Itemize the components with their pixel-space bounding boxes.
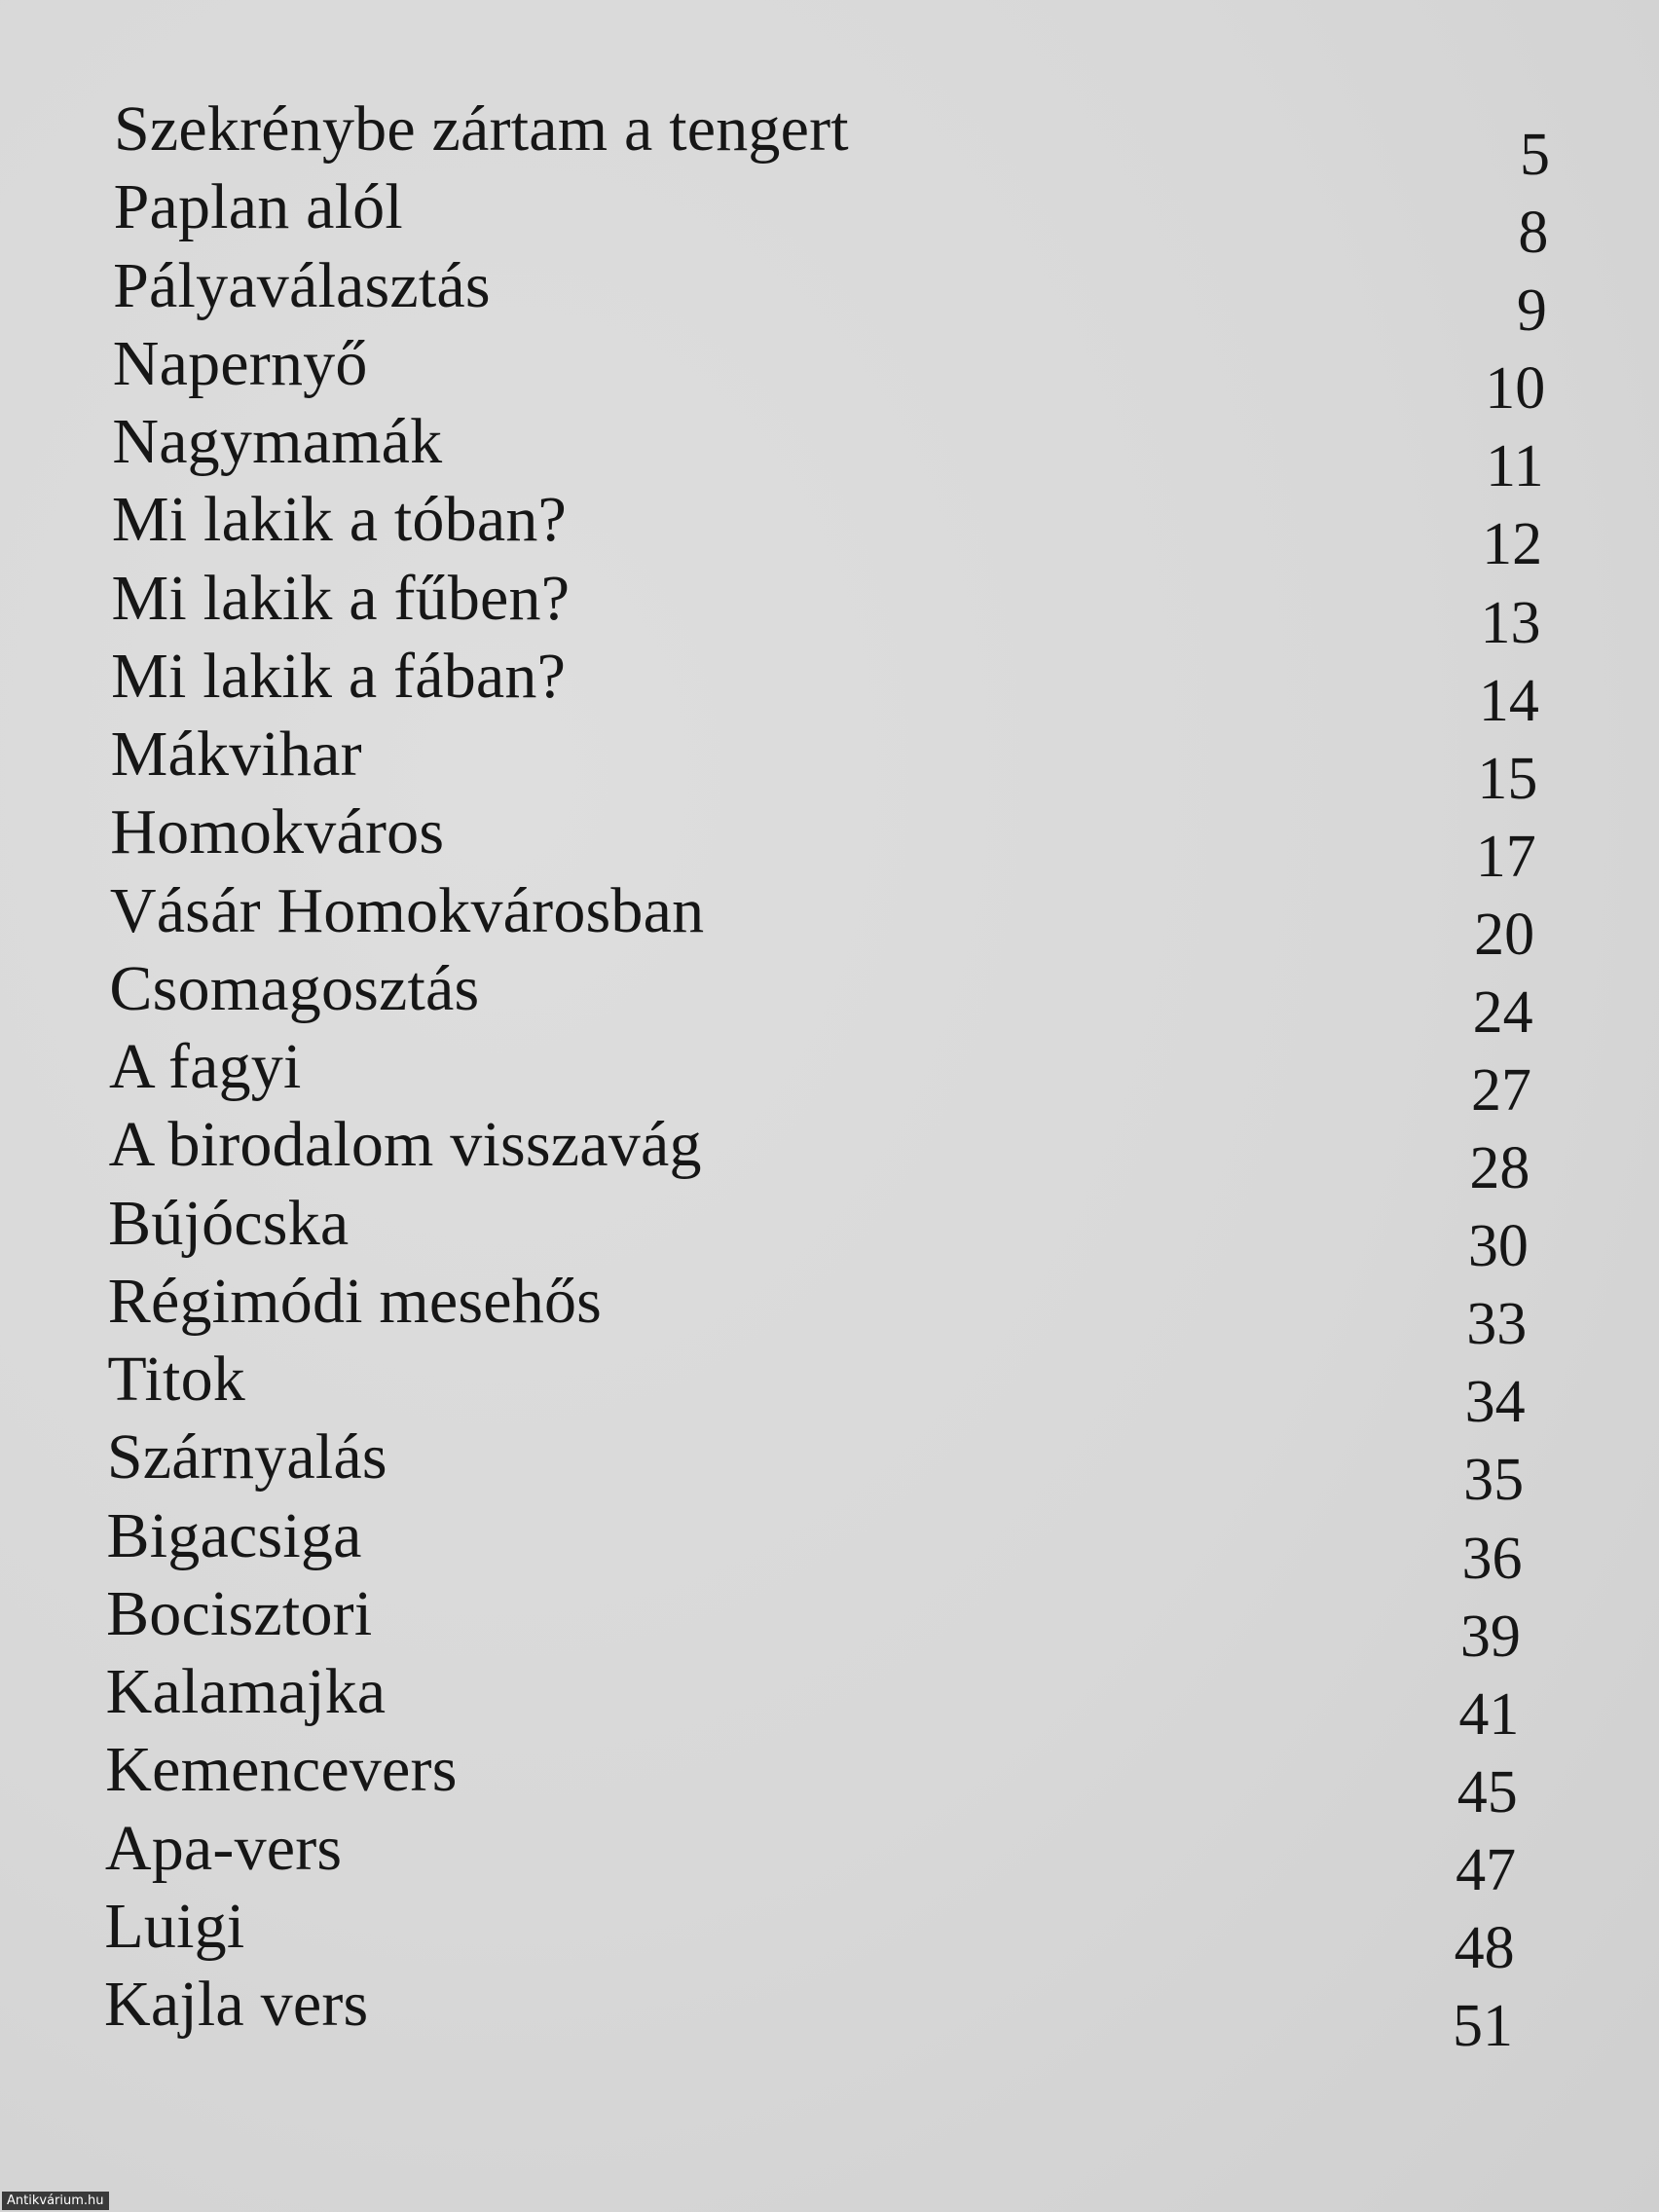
toc-entry-page-number: 9 xyxy=(1516,277,1547,345)
toc-entry xyxy=(104,1969,1513,2059)
toc-entry-page-number: 14 xyxy=(1478,667,1539,734)
toc-entry xyxy=(104,1890,1515,1981)
toc-entry-page-number: 10 xyxy=(1485,355,1546,423)
toc-entry-title: Vásár Homokvárosban xyxy=(109,874,705,946)
toc-entry-page-number: 24 xyxy=(1472,978,1533,1046)
toc-entry xyxy=(106,1421,1525,1514)
toc-entry-title: Apa-vers xyxy=(104,1812,343,1884)
toc-entry-title: Nagymamák xyxy=(112,406,443,477)
toc-entry xyxy=(108,1109,1530,1202)
toc-entry-title: Bigacsiga xyxy=(106,1499,362,1571)
toc-entry-title: Pályaválasztás xyxy=(113,249,491,321)
toc-entry-page-number: 48 xyxy=(1454,1914,1515,1981)
toc-entry-page-number: 35 xyxy=(1463,1447,1525,1514)
toc-entry-page-number: 5 xyxy=(1520,122,1550,188)
toc-entry-title: Bújócska xyxy=(108,1187,350,1259)
toc-entry xyxy=(111,484,1543,578)
toc-entry xyxy=(113,171,1549,267)
toc-entry xyxy=(107,1344,1526,1436)
toc-entry xyxy=(109,874,1535,968)
toc-entry-page-number: 28 xyxy=(1469,1135,1530,1202)
toc-entry xyxy=(112,406,1544,500)
toc-entry xyxy=(109,1031,1531,1124)
toc-entry xyxy=(105,1656,1520,1748)
toc-entry xyxy=(110,719,1538,812)
toc-entry-page-number: 12 xyxy=(1482,511,1543,578)
toc-entry-title: Szárnyalás xyxy=(106,1421,387,1493)
toc-entry-title: Napernyő xyxy=(112,327,368,399)
toc-entry-title: Csomagosztás xyxy=(109,952,480,1024)
toc-entry xyxy=(104,1812,1517,1903)
toc-entry-page-number: 45 xyxy=(1456,1758,1518,1825)
toc-entry-title: Régimódi mesehős xyxy=(107,1265,603,1337)
toc-entry-title: Kajla vers xyxy=(104,1969,369,2040)
toc-entry xyxy=(106,1577,1521,1670)
toc-entry xyxy=(109,952,1533,1046)
toc-entry-page-number: 17 xyxy=(1475,823,1536,890)
toc-entry xyxy=(106,1499,1523,1592)
toc-entry-title: Titok xyxy=(107,1344,245,1415)
toc-entry-page-number: 11 xyxy=(1485,433,1544,500)
toc-entry-page-number: 41 xyxy=(1458,1680,1520,1748)
toc-entry-title: A fagyi xyxy=(109,1031,302,1102)
toc-entry-title: Mi lakik a tóban? xyxy=(111,484,568,556)
toc-entry-title: Homokváros xyxy=(110,796,445,868)
toc-entry-title: Mi lakik a fűben? xyxy=(111,562,571,634)
toc-entry xyxy=(114,93,1550,188)
toc-entry xyxy=(111,562,1541,656)
toc-entry-title: Kalamajka xyxy=(105,1656,387,1727)
toc-entry-page-number: 36 xyxy=(1461,1525,1523,1592)
toc-entry-page-number: 39 xyxy=(1459,1603,1521,1670)
toc-entry xyxy=(110,796,1536,890)
toc-entry-page-number: 13 xyxy=(1480,589,1541,656)
toc-entry-title: Paplan alól xyxy=(113,171,403,243)
toc-entry xyxy=(105,1734,1518,1825)
toc-entry-page-number: 8 xyxy=(1518,200,1549,267)
toc-entry-page-number: 34 xyxy=(1464,1369,1526,1436)
toc-entry-title: Mi lakik a fában? xyxy=(111,640,567,712)
toc-entry xyxy=(112,327,1546,423)
toc-entry-page-number: 20 xyxy=(1474,901,1535,968)
watermark: Antikvárium.hu xyxy=(2,2192,109,2210)
toc-entry xyxy=(108,1187,1529,1280)
toc-entry-page-number: 33 xyxy=(1466,1291,1528,1358)
toc-entry-page-number: 27 xyxy=(1471,1057,1531,1124)
toc-entry-title: Szekrénybe zártam a tengert xyxy=(114,93,849,165)
toc-entry-title: Mákvihar xyxy=(110,719,362,790)
toc-entry-title: Bocisztori xyxy=(106,1577,373,1649)
toc-entry-title: Luigi xyxy=(104,1890,245,1962)
toc-entry xyxy=(113,249,1547,345)
toc-entry-page-number: 15 xyxy=(1477,745,1538,812)
toc-entry xyxy=(111,640,1539,734)
toc-entry-title: Kemencevers xyxy=(105,1734,458,1806)
toc-entry-page-number: 47 xyxy=(1456,1836,1517,1903)
toc-entry-page-number: 30 xyxy=(1467,1213,1529,1280)
toc-entry-page-number: 51 xyxy=(1453,1993,1513,2059)
toc-entry xyxy=(107,1265,1528,1358)
toc-entry-title: A birodalom visszavág xyxy=(108,1109,702,1181)
